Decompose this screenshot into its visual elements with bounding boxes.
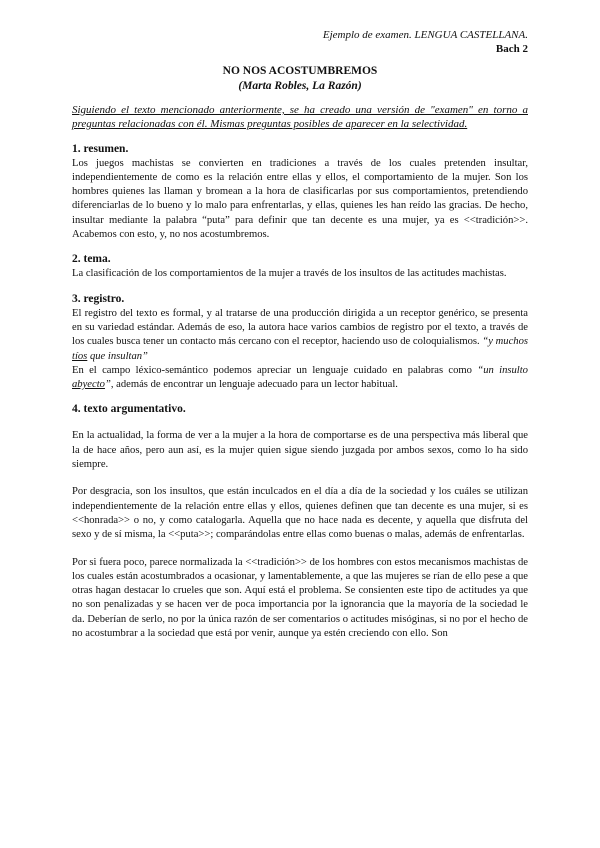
- section-heading-tema: 2. tema.: [72, 253, 111, 266]
- registro-text: , además de encontrar un lenguaje adecuado para un lector habitual.: [110, 379, 398, 391]
- registro-paragraph-1: [72, 307, 528, 364]
- section-heading-registro: 3. registro.: [72, 292, 125, 305]
- quote-part: “un insulto: [477, 364, 528, 376]
- quote-part: ”: [104, 379, 111, 391]
- registro-text: El registro del texto es formal, y al tratarse de una producción dirigida a un receptor genérico, se presenta en su variedad estándar. Además de eso, la autora hace varios cambios de registro por el texto, a través de los cuales busca tener un contacto más cercano con el receptor, haciendo uso de coloquialismos.: [72, 307, 528, 348]
- course-level: Bach 2: [495, 43, 528, 55]
- document-subtitle: (Marta Robles, La Razón): [238, 80, 362, 92]
- argumentativo-paragraph-3: Por si fuera poco, parece normalizada la <<tradición>> de los hombres con estos mecanismos machistas de los cuales están acostumbrados a ocasionar, y lamentablemente, a que las mujeres se rían de ello pese a que otras hagan destacar lo crueles que son. Aquí está el problema. Se consienten este tipo de actitudes ya que no son penalizadas y se hacen ver de poca importancia por la ignorancia que la mayoría de la sociedad le da. Deberían de serlo, no por la única razón de ser comentarios o actitudes misóginas, si no por el hecho de no acostumbrar a la sociedad que está por venir, aunque ya estén creciendo con ello. Son: [72, 556, 528, 640]
- argumentativo-paragraph-1: En la actualidad, la forma de ver a la mujer a la hora de comportarse es de una perspectiva más liberal que la de hace años, pero aun así, es la mujer quien sigue siendo juzgada por ambos sexos, como lo ha sido siempre.: [72, 430, 528, 471]
- quote-part: que insultan”: [87, 350, 148, 362]
- section-heading-argumentativo: 4. texto argumentativo.: [72, 403, 186, 416]
- quote-underlined: abyecto: [72, 379, 105, 391]
- argumentativo-paragraph-2: Por desgracia, son los insultos, que están inculcados en el día a día de la sociedad y los cuáles se utilizan independientemente de la relación entre ellas y ellos, quienes definen que tan decente es una mujer, si es <<honrada>> o no, y como catalogarla. Aquella que no hace nada es decente, y aquella que disfruta del sexo y de sí misma, la <<puta>>; comparándolas entre ellas como buenas o malas, además de enfrentarlas.: [72, 486, 528, 541]
- registro-paragraph-2: [72, 364, 528, 393]
- quote-part: “y muchos: [479, 336, 528, 348]
- quote-underlined: tíos: [72, 350, 88, 362]
- section-heading-resumen: 1. resumen.: [72, 142, 129, 155]
- exam-header: Ejemplo de examen. LENGUA CASTELLANA.: [322, 29, 528, 41]
- document-title: NO NOS ACOSTUMBREMOS: [222, 65, 378, 77]
- intro-paragraph: Siguiendo el texto mencionado anteriormente, se ha creado una versión de "examen" en torno a preguntas relacionadas con él. Mismas preguntas posibles de aparecer en la selectividad.: [72, 104, 528, 131]
- document-page: [72, 28, 528, 641]
- registro-text: En el campo léxico-semántico podemos apreciar un lenguaje cuidado en palabras como: [72, 364, 478, 376]
- tema-paragraph: La clasificación de los comportamientos de la mujer a través de los insultos de las actitudes machistas.: [72, 268, 507, 280]
- resumen-paragraph: Los juegos machistas se convierten en tradiciones a través de los cuales pretenden insultar, independientemente de como es la relación entre ellas y ellos, el comportamiento de la mujer. Son los hombres quienes las llaman y bromean a la hora de clasificarlas por sus comportamientos, pretendiendo diferenciarlas de lo bueno y lo malo para enfrentarlas, y ellas, quienes les han reído las gracias. De hecho, insultar mediante la palabra “puta” para definir que tan decente es una mujer, ya es <<tradición>>. Acabemos con esto, y, no nos acostumbremos.: [72, 157, 528, 241]
